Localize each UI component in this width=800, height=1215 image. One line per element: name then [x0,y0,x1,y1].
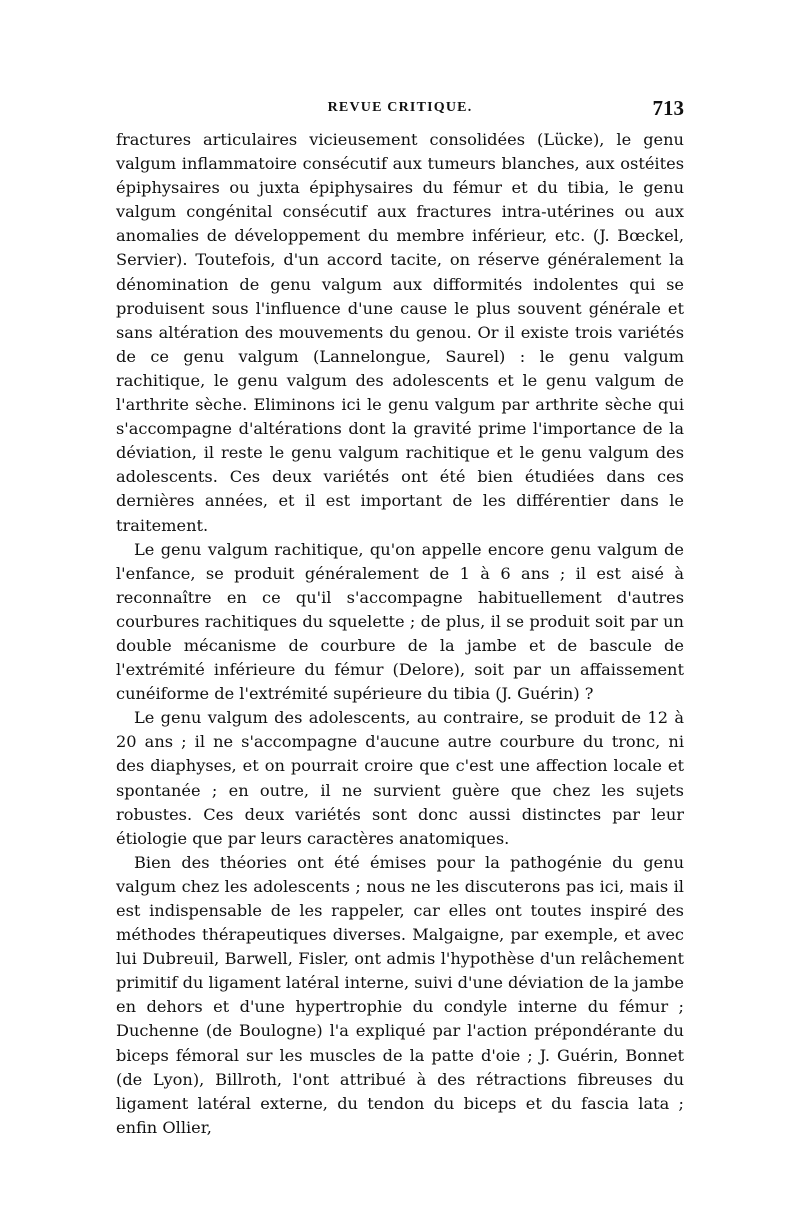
paragraph-adolescent-genu-valgum: Le genu valgum des adolescents, au contraire, se produit de 12 à 20 ans ; il ne s'accompagne d'aucune autre courbure du tronc, ni des diaphyses, et on pourrait croire que c'est une affection locale et spontanée ; en outre, il ne survient guère que chez les sujets robustes. Ces deux variétés sont donc aussi distinctes par leur étiologie que par leurs caractères anatomiques. [116,708,684,848]
running-head [116,96,684,122]
paragraph-continued: fractures articulaires vicieusement consolidées (Lücke), le genu valgum inflammatoire consécutif aux tumeurs blanches, aux ostéites épiphysaires ou juxta épiphysaires du fémur et du tibia, le genu valgum congénital consécutif aux fractures intra-utérines ou aux anomalies de développement du membre inférieur, etc. (J. Bœckel, Servier). Toutefois, d'un accord tacite, on réserve généralement la dénomination de genu valgum aux difformités indolentes qui se produisent sous l'influence d'une cause le plus souvent générale et sans altération des mouvements du genou. Or il existe trois variétés de ce genu valgum (Lannelongue, Saurel) : le genu valgum rachitique, le genu valgum des adolescents et le genu valgum de l'arthrite sèche. Eliminons ici le genu valgum par arthrite sèche qui s'accompagne d'altérations dont la gravité prime l'importance de la déviation, il reste le genu valgum rachitique et le genu valgum des adolescents. Ces deux variétés ont été bien étudiées dans ces dernières années, et il est important de les différentier dans le traitement. [116,130,684,535]
paragraph-rachitic-genu-valgum: Le genu valgum rachitique, qu'on appelle encore genu valgum de l'enfance, se produit généralement de 1 à 6 ans ; il est aisé à reconnaître en ce qu'il s'accompagne habituellement d'autres courbures rachitiques du squelette ; de plus, il se produit soit par un double mécanisme de courbure de la jambe et de bascule de l'extrémité inférieure du fémur (Delore), soit par un affaissement cunéiforme de l'extrémité supérieure du tibia (J. Guérin) ? [116,539,684,704]
body-text [116,128,684,1140]
paragraph-pathogeny-theories: Bien des théories ont été émises pour la pathogénie du genu valgum chez les adolescents ; nous ne les discuterons pas ici, mais il est indispensable de les rappeler, car elles ont toutes inspiré des méthodes thérapeutiques diverses. Malgaigne, par exemple, et avec lui Dubreuil, Barwell, Fisler, ont admis l'hypothèse d'un relâchement primitif du ligament latéral interne, suivi d'une déviation de la jambe en dehors et d'une hypertrophie du condyle interne du fémur ; Duchenne (de Boulogne) l'a expliqué par l'action prépondérante du biceps fémoral sur les muscles de la patte d'oie ; J. Guérin, Bonnet (de Lyon), Billroth, l'ont attribué à des rétractions fibreuses du ligament latéral externe, du tendon du biceps et du fascia lata ; enfin Ollier, [116,852,684,1137]
running-title: REVUE CRITIQUE. [327,100,473,115]
page-number: 713 [652,96,684,120]
